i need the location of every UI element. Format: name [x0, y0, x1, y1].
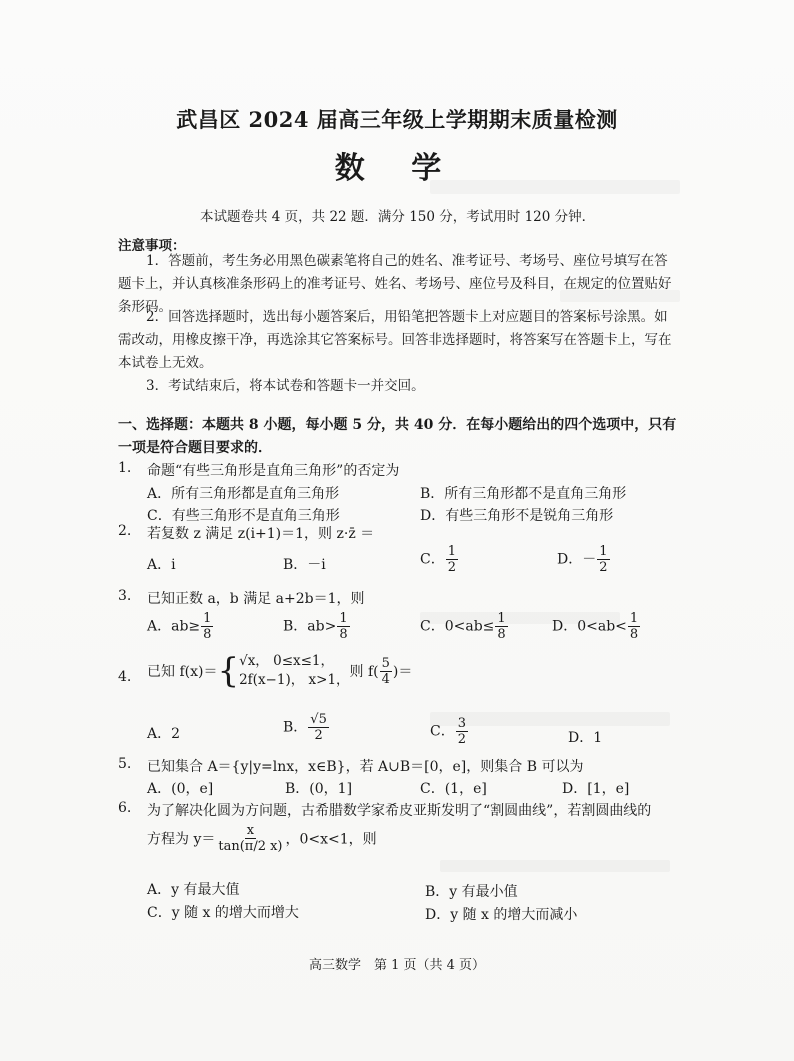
notice-text: 2．回答选择题时，选出每小题答案后，用铅笔把答题卡上对应题目的答案标号涂黑。如需改动，用橡皮擦干净，再选涂其它答案标号。回答非选择题时，将答案写在答题卡上，写在本试卷上无效。: [118, 309, 672, 371]
piecewise-cases: [239, 652, 349, 690]
numerator: 1: [339, 611, 348, 626]
denominator: 8: [497, 627, 506, 642]
denominator: 4: [381, 671, 390, 687]
option-d: D．y 随 x 的增大而减小: [425, 907, 578, 923]
option-a: [147, 612, 214, 641]
fraction: [495, 612, 507, 641]
fraction: [308, 713, 329, 742]
option-a: A．y 有最大值: [147, 882, 240, 898]
option-b: B．－i: [283, 557, 326, 573]
numerator: 1: [497, 611, 506, 626]
denominator: 8: [339, 627, 348, 642]
denominator: 2: [599, 560, 608, 575]
numerator: 1: [447, 544, 456, 559]
numerator: 1: [629, 611, 639, 626]
stem-text: 方程为 y＝: [147, 831, 216, 848]
notice-item-3: [118, 375, 678, 398]
option-c: C．有些三角形不是直角三角形: [147, 508, 340, 524]
option-label: A．ab≥: [147, 618, 201, 635]
question-stem: 为了解决化圆为方问题，古希腊数学家希皮亚斯发明了“割圆曲线”，若割圆曲线的: [147, 803, 652, 819]
fraction: [628, 612, 640, 641]
numerator: 1: [203, 611, 212, 626]
question-number: 1.: [118, 460, 132, 476]
numerator: x: [246, 823, 255, 838]
option-a: A．所有三角形都是直角三角形: [147, 486, 340, 502]
question-number: 5.: [118, 756, 132, 772]
exam-title: 武昌区 2024 届高三年级上学期期末质量检测: [176, 107, 618, 132]
question-number: 6.: [118, 800, 132, 816]
denominator: 2: [314, 728, 323, 743]
option-b: [283, 612, 351, 641]
fraction: [216, 824, 284, 853]
numerator: √5: [310, 712, 327, 727]
option-label: C．0<ab≤: [420, 618, 495, 635]
fraction: [337, 612, 349, 641]
numerator: 3: [457, 716, 466, 731]
option-d: [552, 612, 641, 641]
exam-meta: 本试题卷共 4 页，共 22 题．满分 150 分，考试用时 120 分钟．: [200, 209, 596, 225]
option-label: D．－: [557, 551, 597, 568]
numerator: 5: [381, 655, 390, 671]
option-d: D．[1，e]: [562, 781, 630, 797]
page-footer: 高三数学 第 1 页（共 4 页）: [308, 958, 486, 973]
notice-item-2: [118, 306, 678, 375]
notice-text: 3．考试结束后，将本试卷和答题卡一并交回。: [146, 378, 425, 394]
option-b: B．(0，1]: [285, 781, 353, 797]
question-stem-line2: [147, 824, 377, 853]
section-heading: 一、选择题：本题共 8 小题，每小题 5 分，共 40 分．在每小题给出的四个选项中，只有一项是符合题目要求的．: [118, 417, 677, 456]
bleed-through: [440, 860, 670, 872]
option-b: B．y 有最小值: [425, 884, 518, 900]
question-number: 2.: [118, 523, 132, 539]
notice-heading: 注意事项：: [118, 238, 186, 254]
option-a: A．i: [147, 557, 176, 573]
subject-title: 数 学: [334, 151, 460, 186]
question-number: 4.: [118, 669, 132, 685]
denominator: 2: [447, 560, 456, 575]
stem-text: 则 f(: [349, 664, 379, 680]
question-stem: 已知集合 A＝{y|y=lnx，x∈B}，若 A∪B＝[0，e]，则集合 B 可以为: [147, 759, 584, 775]
option-c: [430, 717, 469, 746]
notice-text: 1．答题前，考生务必用黑色碳素笔将自己的姓名、准考证号、考场号、座位号填写在答题卡上，并认真核准条形码上的准考证号、姓名、考场号、座位号及科目，在规定的位置贴好条形码。: [118, 253, 672, 315]
option-b: [283, 713, 330, 742]
option-d: D．1: [568, 730, 603, 746]
stem-text: ，0<x<1，则: [285, 831, 377, 848]
option-label: B．ab>: [283, 618, 337, 635]
denominator: 2: [457, 732, 466, 747]
fraction: [201, 612, 213, 641]
numerator: 1: [599, 544, 608, 559]
option-d: [557, 545, 611, 574]
option-label: D．0<ab<: [552, 618, 627, 635]
question-stem: 命题“有些三角形是直角三角形”的否定为: [147, 463, 400, 479]
question-stem: 已知正数 a，b 满足 a+2b＝1，则: [147, 591, 365, 607]
option-label: C．: [420, 551, 445, 568]
option-label: B．: [283, 719, 308, 736]
denominator: tan(π/2 x): [218, 839, 283, 854]
question-stem: 若复数 z 满足 z(i+1)＝1，则 z·z̄ ＝: [147, 526, 375, 542]
question-stem: [147, 652, 412, 690]
question-number: 3.: [118, 588, 132, 604]
denominator: 8: [203, 627, 212, 642]
option-d: D．有些三角形不是锐角三角形: [420, 508, 614, 524]
denominator: 8: [629, 627, 639, 642]
option-c: [420, 545, 459, 574]
option-c: C．(1，e]: [420, 781, 487, 797]
option-c: C．y 随 x 的增大而增大: [147, 905, 299, 921]
option-label: C．: [430, 723, 455, 740]
brace-symbol: {: [217, 651, 240, 691]
stem-text: )＝: [392, 664, 413, 680]
stem-text: 已知 f(x)＝: [147, 664, 218, 680]
option-c: [420, 612, 509, 641]
fraction: [446, 545, 458, 574]
option-a: A．2: [147, 726, 181, 742]
option-b: B．所有三角形都不是直角三角形: [420, 486, 627, 502]
case-2: 2f(x−1)， x>1，: [239, 672, 350, 688]
fraction: [456, 717, 468, 746]
fraction: [597, 545, 609, 574]
case-1: √x， 0≤x≤1，: [239, 653, 335, 669]
fraction: [380, 657, 392, 686]
option-a: A．(0，e]: [147, 781, 214, 797]
